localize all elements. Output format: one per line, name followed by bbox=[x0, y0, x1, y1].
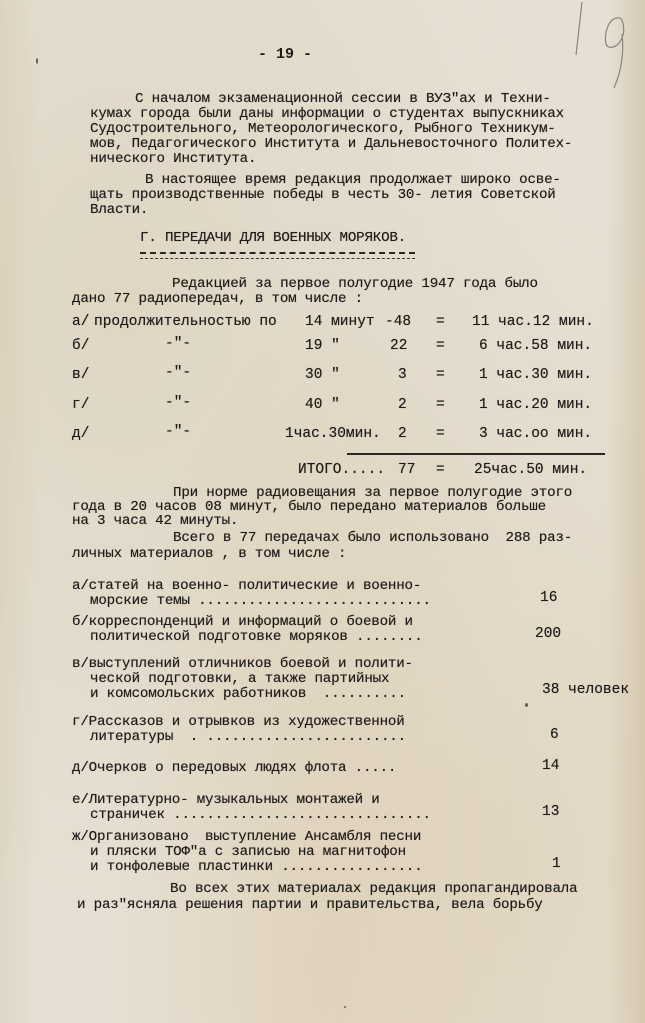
item-text: ж/Организовано выступление Ансамбля песни bbox=[72, 829, 422, 845]
row-duration: 14 минут bbox=[305, 314, 375, 330]
row-label: г/ bbox=[72, 397, 90, 413]
item-text: страничек ............................... bbox=[90, 807, 431, 823]
row-count: 3 bbox=[398, 367, 407, 383]
paper-mark bbox=[344, 1006, 346, 1008]
row-duration: 19 " bbox=[305, 338, 340, 354]
text-line: личных материалов , в том числе : bbox=[72, 546, 347, 562]
row-duration: 30 " bbox=[305, 367, 340, 383]
item-text: политической подготовке моряков ........ bbox=[90, 629, 423, 645]
row-count: 22 bbox=[390, 338, 408, 354]
row-description: продолжительностью по bbox=[94, 314, 277, 330]
item-value: 13 bbox=[542, 804, 560, 820]
item-value: 6 bbox=[550, 727, 559, 743]
item-text: г/Рассказов и отрывков из художественной bbox=[72, 714, 405, 730]
paper-mark bbox=[36, 58, 38, 64]
text-line: дано 77 радиопередач, в том числе : bbox=[72, 291, 363, 307]
section-heading: Г. ПЕРЕДАЧИ ДЛЯ ВОЕННЫХ МОРЯКОВ. bbox=[140, 230, 407, 246]
item-text: в/выступлений отличников боевой и полити- bbox=[72, 656, 413, 672]
row-label: б/ bbox=[72, 338, 90, 354]
row-equals: = bbox=[436, 367, 445, 383]
row-label: а/ bbox=[72, 314, 90, 330]
item-value: 200 bbox=[535, 626, 562, 642]
row-count: -48 bbox=[385, 314, 412, 330]
paper-mark bbox=[525, 703, 528, 707]
item-text: ческой подготовки, а также партийных bbox=[90, 671, 390, 687]
item-text: и тонфолевые пластинки ................. bbox=[90, 859, 423, 875]
page-number: - 19 - bbox=[258, 46, 313, 63]
text-line: нического Института. bbox=[90, 151, 257, 167]
item-text: а/статей на военно- политические и военно- bbox=[72, 578, 422, 594]
text-line: и раз"ясняла решения партии и правительства, вела борьбу bbox=[77, 897, 543, 913]
total-label: ИТОГО..... bbox=[298, 462, 386, 478]
row-total: 6 час.58 мин. bbox=[479, 338, 593, 354]
total-rule bbox=[347, 453, 605, 455]
row-count: 2 bbox=[398, 426, 407, 442]
item-text: е/Литературно- музыкальных монтажей и bbox=[72, 792, 380, 808]
text-line: Всего в 77 передачах было использовано 288 раз- bbox=[173, 530, 573, 546]
text-line: В настоящее время редакция продолжает широко осве- bbox=[145, 172, 561, 188]
text-line: года в 20 часов 08 минут, было передано материалов больше bbox=[72, 499, 546, 515]
row-description: -"- bbox=[165, 424, 192, 440]
row-total: 1 час.30 мин. bbox=[479, 367, 593, 383]
text-line: При норме радиовещания за первое полугодие этого bbox=[173, 485, 573, 501]
item-text: и пляски ТОФ"а с записью на магнитофон bbox=[90, 844, 406, 860]
item-value: 14 bbox=[542, 758, 560, 774]
item-text: литературы . ........................ bbox=[90, 729, 406, 745]
item-text: морские темы ............................ bbox=[90, 593, 431, 609]
row-count: 2 bbox=[398, 397, 407, 413]
text-line: щать производственные победы в честь 30- летия Советской bbox=[90, 187, 556, 203]
total-value: 25час.50 мин. bbox=[474, 462, 588, 478]
item-value: 38 человек bbox=[542, 682, 630, 698]
row-description: -"- bbox=[165, 395, 192, 411]
row-label: в/ bbox=[72, 367, 90, 383]
text-line: Судостроительного, Метеорологического, Рыбного Техникум- bbox=[90, 121, 556, 137]
item-value: 1 bbox=[552, 856, 561, 872]
row-duration: 1час.30мин. bbox=[285, 426, 381, 442]
text-line: кумах города были даны информации о студентах выпускниках bbox=[90, 106, 564, 122]
total-equals: = bbox=[436, 462, 445, 478]
row-total: 1 час.20 мин. bbox=[479, 397, 593, 413]
text-line: С началом экзаменационной сессии в ВУЗ"ах и Техни- bbox=[135, 91, 551, 107]
row-total: 11 час.12 мин. bbox=[472, 314, 594, 330]
row-equals: = bbox=[436, 397, 445, 413]
row-duration: 40 " bbox=[305, 397, 340, 413]
text-line: на 3 часа 42 минуты. bbox=[72, 513, 239, 529]
row-description: -"- bbox=[165, 336, 192, 352]
handwritten-folio-number bbox=[560, 0, 640, 90]
row-label: д/ bbox=[72, 426, 90, 442]
item-text: д/Очерков о передовых людях флота ..... bbox=[72, 760, 397, 776]
row-description: -"- bbox=[165, 365, 192, 381]
row-equals: = bbox=[436, 426, 445, 442]
text-line: Власти. bbox=[90, 202, 149, 218]
heading-underline bbox=[140, 252, 415, 259]
row-total: 3 час.оо мин. bbox=[479, 426, 593, 442]
row-equals: = bbox=[436, 338, 445, 354]
item-text: б/корреспонденций и информаций о боевой и bbox=[72, 614, 413, 630]
text-line: мов, Педагогического Института и Дальневосточного Политех- bbox=[90, 136, 573, 152]
text-line: Во всех этих материалах редакция пропагандировала bbox=[170, 881, 578, 897]
item-value: 16 bbox=[540, 590, 558, 606]
total-count: 77 bbox=[398, 462, 416, 478]
item-text: и комсомольских работников .......... bbox=[90, 686, 406, 702]
text-line: Редакцией за первое полугодие 1947 года было bbox=[172, 276, 538, 292]
row-equals: = bbox=[436, 314, 445, 330]
